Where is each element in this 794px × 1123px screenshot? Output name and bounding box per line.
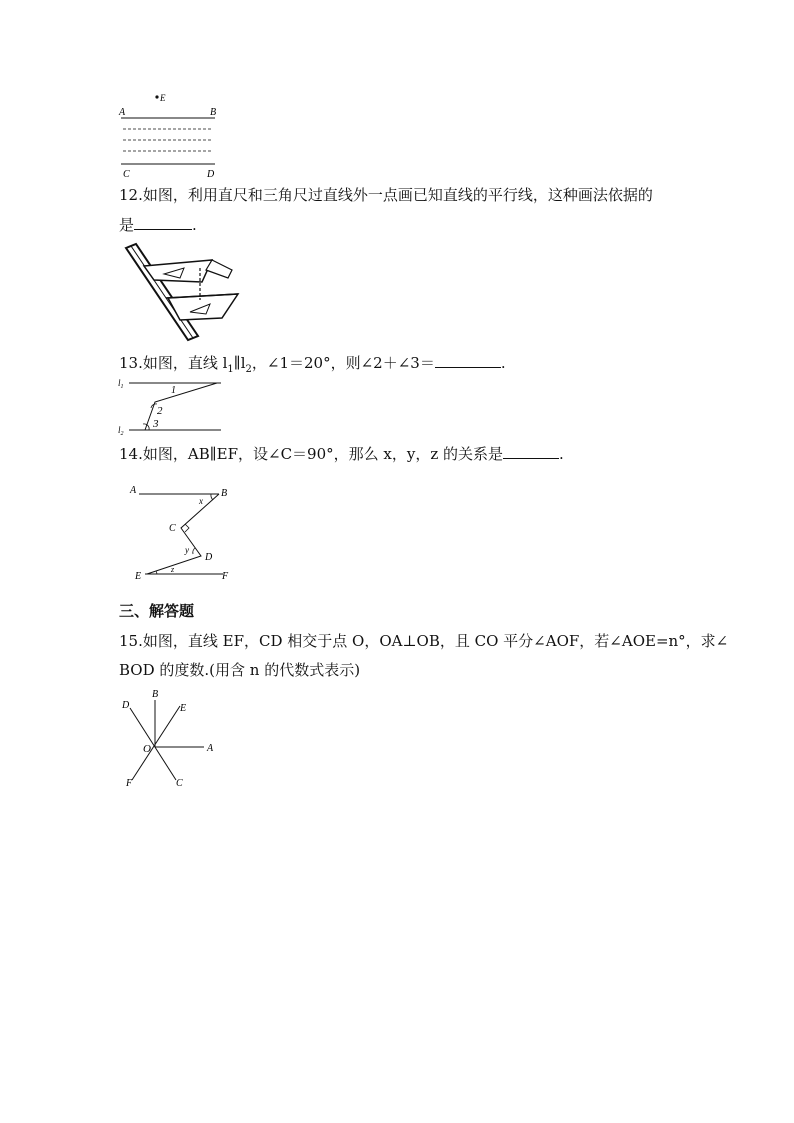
label-e: E — [135, 571, 142, 582]
label-z: z — [171, 565, 175, 574]
question-12-prefix: 是 — [119, 216, 135, 234]
answer-blank-13[interactable] — [435, 351, 501, 368]
label-o: O — [143, 743, 151, 755]
question-13-rest: ，∠1＝20°，则∠2＋∠3＝ — [251, 354, 435, 372]
label-e: E — [160, 93, 166, 103]
figure-11 — [115, 90, 225, 180]
question-13-sub-1: 1 — [227, 364, 234, 375]
answer-blank-14[interactable] — [503, 442, 559, 459]
label-l1: $l_1$ — [118, 378, 124, 390]
label-b: B — [152, 689, 159, 700]
question-13-suffix: . — [500, 354, 506, 372]
label-b: B — [221, 488, 228, 499]
label-d: D — [205, 552, 213, 563]
answer-blank-12[interactable] — [134, 213, 192, 230]
triangle-tip — [206, 260, 232, 278]
angle-1-label: 1 — [171, 385, 176, 396]
question-15-line-2: BOD 的度数.(用含 n 的代数式表示) — [119, 661, 361, 679]
label-f: F — [126, 778, 133, 789]
question-13-prefix: 13.如图，直线 l — [119, 354, 228, 372]
line-ef — [132, 706, 180, 780]
label-y: y — [185, 545, 189, 555]
question-13-sub-2: 2 — [245, 364, 252, 375]
question-13-mid: ∥l — [233, 354, 246, 372]
label-a: A — [207, 743, 214, 754]
section-3-title: 三、解答题 — [119, 602, 195, 620]
question-12-line-1: 12.如图，利用直尺和三角尺过直线外一点画已知直线的平行线，这种画法依据的 — [119, 186, 653, 204]
label-c: C — [123, 169, 130, 180]
angle-3-label: 3 — [153, 418, 159, 430]
angle-y-arc — [193, 548, 195, 554]
line-dc — [130, 708, 176, 780]
figure-15 — [118, 686, 220, 790]
figure-12 — [122, 240, 240, 344]
question-14 — [119, 442, 564, 465]
label-c: C — [176, 778, 183, 789]
label-f: F — [222, 571, 229, 582]
label-a: A — [119, 107, 126, 118]
figure-14 — [127, 482, 239, 584]
label-b: B — [210, 107, 217, 118]
question-14-suffix: . — [559, 445, 564, 463]
figure-13 — [115, 376, 227, 438]
label-d: D — [207, 169, 215, 180]
question-12-suffix: . — [192, 216, 197, 234]
question-12-line-2 — [119, 213, 197, 236]
angle-2-label: 2 — [157, 405, 163, 417]
label-c: C — [169, 523, 176, 534]
point-e — [155, 95, 158, 98]
right-angle-c — [185, 524, 189, 532]
label-x: x — [199, 496, 203, 506]
question-15-line-1: 15.如图，直线 EF，CD 相交于点 O，OA⊥OB，且 CO 平分∠AOF，若∠AOE=n°，求∠ — [119, 632, 729, 650]
label-e: E — [180, 703, 187, 714]
question-14-text: 14.如图，AB∥EF，设∠C＝90°，那么 x，y，z 的关系是 — [119, 445, 504, 463]
label-a: A — [130, 485, 137, 496]
label-d: D — [122, 700, 130, 711]
label-l2: $l_2$ — [118, 425, 124, 437]
ruler-edge — [131, 246, 193, 338]
